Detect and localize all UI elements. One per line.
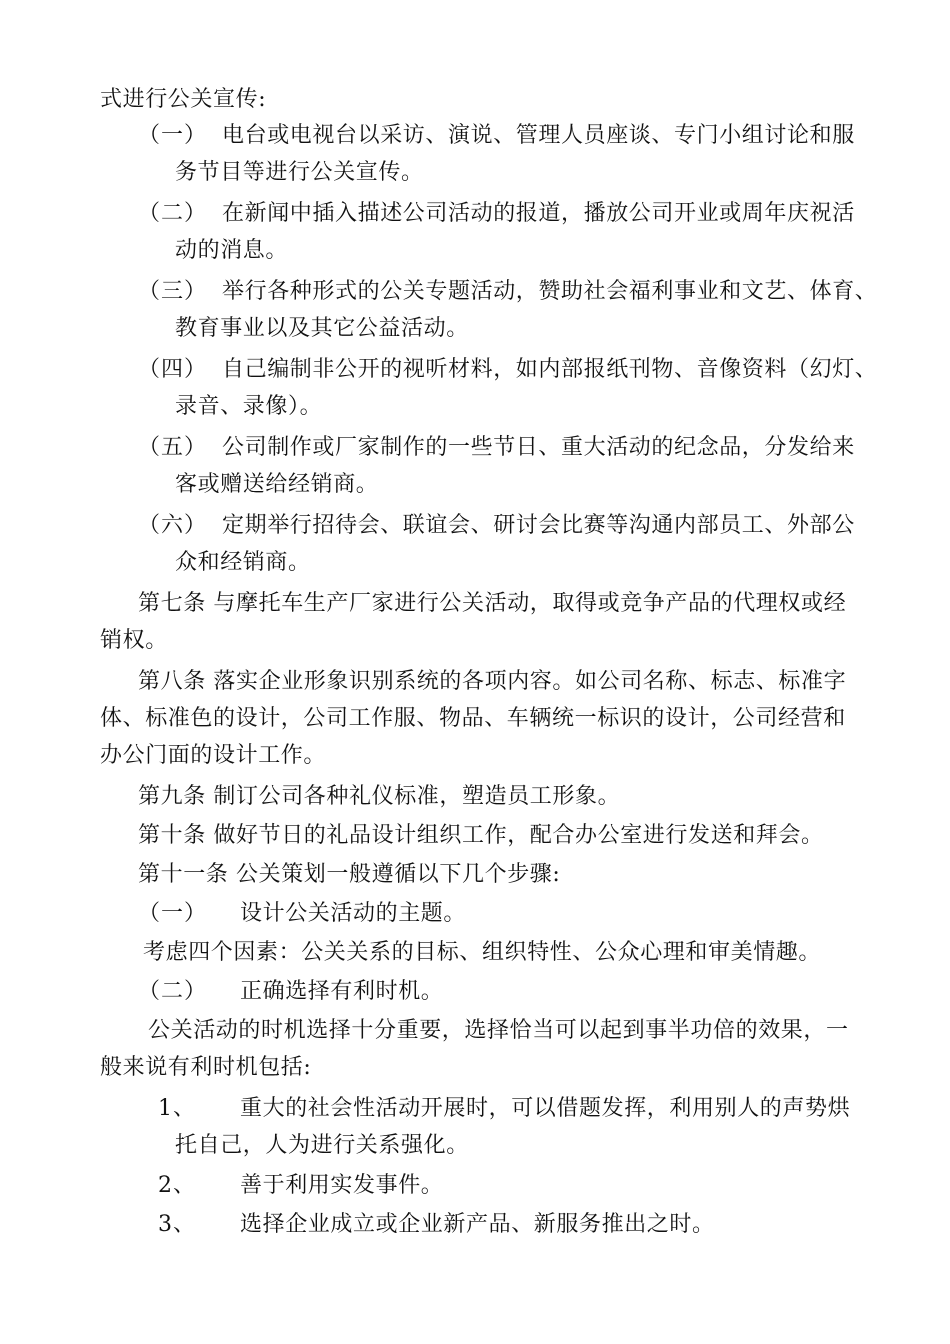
numbered-item-text: 善于利用实发事件。 — [240, 1173, 444, 1198]
list-marker: （五） — [138, 435, 208, 460]
list-item-text: 定期举行招待会、联谊会、研讨会比赛等沟通内部员工、外部公 — [222, 513, 855, 538]
list-item-continuation: 录音、录像）。 — [175, 394, 323, 419]
article-8-continuation: 体、标准色的设计，公司工作服、物品、车辆统一标识的设计，公司经营和 — [100, 706, 846, 731]
list-item-text: 电台或电视台以采访、演说、管理人员座谈、专门小组讨论和服 — [222, 123, 855, 148]
article-8-continuation: 办公门面的设计工作。 — [100, 743, 327, 768]
list-item-text: 在新闻中插入描述公司活动的报道，播放公司开业或周年庆祝活 — [222, 201, 855, 226]
numbered-marker: 2、 — [158, 1173, 196, 1198]
article-10: 第十条 做好节日的礼品设计组织工作，配合办公室进行发送和拜会。 — [138, 823, 824, 848]
list-item-text: 举行各种形式的公关专题活动，赞助社会福利事业和文艺、体育、 — [222, 279, 878, 304]
list-item-continuation: 众和经销商。 — [175, 550, 311, 575]
list-marker: （三） — [138, 279, 208, 304]
list-item-continuation: 客或赠送给经销商。 — [175, 472, 379, 497]
list-marker: （六） — [138, 513, 208, 538]
step-marker: （二） — [138, 979, 208, 1004]
step-note: 考虑四个因素：公关关系的目标、组织特性、公众心理和审美情趣。 — [143, 940, 822, 965]
numbered-marker: 1、 — [158, 1096, 196, 1121]
list-item-continuation: 务节目等进行公关宣传。 — [175, 160, 424, 185]
article-7-continuation: 销权。 — [100, 628, 168, 653]
article-8: 第八条 落实企业形象识别系统的各项内容。如公司名称、标志、标准字 — [138, 669, 847, 694]
numbered-item-text: 重大的社会性活动开展时，可以借题发挥，利用别人的声势烘 — [240, 1096, 851, 1121]
step-marker: （一） — [138, 901, 208, 926]
intro-line: 式进行公关宣传: — [100, 87, 267, 112]
article-11: 第十一条 公关策划一般遵循以下几个步骤: — [138, 862, 561, 887]
step-text: 正确选择有利时机。 — [240, 979, 444, 1004]
step-note-continuation: 般来说有利时机包括: — [100, 1055, 312, 1080]
list-item-text: 自己编制非公开的视听材料，如内部报纸刊物、音像资料（幻灯、 — [222, 357, 878, 382]
article-7: 第七条 与摩托车生产厂家进行公关活动，取得或竞争产品的代理权或经 — [138, 591, 847, 616]
step-text: 设计公关活动的主题。 — [240, 901, 467, 926]
list-item-continuation: 动的消息。 — [175, 238, 289, 263]
numbered-item-continuation: 托自己，人为进行关系强化。 — [175, 1133, 469, 1158]
numbered-item-text: 选择企业成立或企业新产品、新服务推出之时。 — [240, 1212, 715, 1237]
list-item-continuation: 教育事业以及其它公益活动。 — [175, 316, 469, 341]
step-note: 公关活动的时机选择十分重要，选择恰当可以起到事半功倍的效果，一 — [148, 1018, 849, 1043]
numbered-marker: 3、 — [158, 1212, 196, 1237]
list-marker: （二） — [138, 201, 208, 226]
list-item-text: 公司制作或厂家制作的一些节日、重大活动的纪念品，分发给来 — [222, 435, 855, 460]
list-marker: （一） — [138, 123, 208, 148]
list-marker: （四） — [138, 357, 208, 382]
article-9: 第九条 制订公司各种礼仪标准，塑造员工形象。 — [138, 784, 621, 809]
